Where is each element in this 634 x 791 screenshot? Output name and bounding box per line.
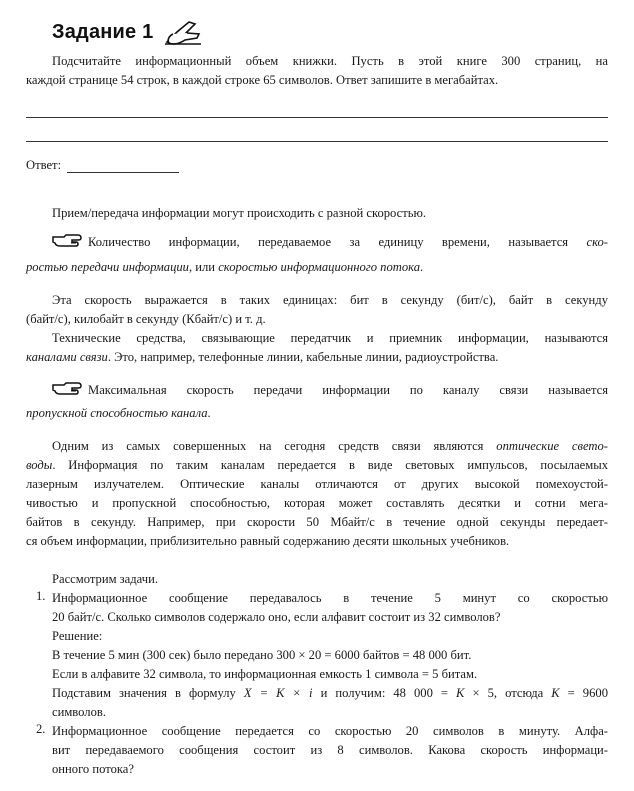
definition-text: .	[207, 406, 211, 420]
problem-line: Информационное сообщение передается со скоростью 20 символов в минуту. Алфа-	[52, 724, 608, 738]
tasks-intro: Рассмотрим задачи.	[52, 572, 158, 586]
problem-line: онного потока?	[52, 762, 134, 776]
units-line: Эта скорость выражается в таких единицах: бит в секунду (бит/с), байт в секунду	[52, 293, 608, 307]
solution-line: × 5, отсюда	[464, 686, 552, 700]
definition-text: .	[420, 260, 424, 274]
answer-label: Ответ:	[26, 158, 62, 172]
page-title: Задание 1	[52, 20, 154, 43]
solution-line: Если в алфавите 32 символа, то информационная емкость 1 символа = 5 битам.	[52, 667, 478, 681]
channels-line: . Это, например, телефонные линии, кабельные линии, радиоустройства.	[107, 350, 499, 364]
task-text-2	[26, 71, 608, 90]
term-flow: скоростью информационного потока	[218, 260, 421, 274]
task-heading	[52, 18, 203, 46]
formula-var: K	[456, 686, 465, 700]
problem-line: Информационное сообщение передавалось в течение 5 минут со скоростью	[52, 591, 608, 605]
problem-line: 20 байт/с. Сколько символов содержало оно, если алфавит состоит из 32 символов?	[52, 610, 501, 624]
term-bandwidth: пропускной способностью канала	[26, 406, 208, 420]
optics-paragraph	[52, 437, 608, 456]
definition-speed-2	[26, 258, 608, 277]
answer-blank	[67, 160, 179, 173]
definition-speed	[52, 233, 608, 255]
solution-line: Подставим значения в формулу	[52, 686, 244, 700]
optics-line: байтов в секунду. Например, при скорости 50 Мбайт/с в течение одной секунды передает-	[26, 515, 608, 529]
solution-line: символов.	[52, 705, 106, 719]
pointing-hand-icon	[52, 381, 82, 403]
channels-paragraph-2	[26, 348, 608, 367]
optics-line: ся объем информации, приблизительно равный содержанию десяти школьных учебников.	[26, 534, 510, 548]
answer-field	[26, 158, 179, 173]
solution-line: В течение 5 мин (300 сек) было передано 300 × 20 = 6000 байтов = 48 000 бит.	[52, 648, 472, 662]
term-speed-cont: ростью передачи информации	[26, 260, 189, 274]
optics-line: чивостью и пропускной способностью, которая может составлять десятки и сотни мега-	[26, 496, 608, 510]
problem-1	[52, 589, 608, 722]
units-line: (байт/с), килобайт в секунду (Кбайт/с) и т. д.	[26, 312, 266, 326]
problem-2	[52, 722, 608, 779]
problem-number: 1.	[36, 589, 46, 603]
definition-bandwidth	[52, 381, 608, 403]
term-channels: каналами связи	[26, 350, 108, 364]
intro-paragraph: Прием/передача информации могут происходить с разной скоростью.	[52, 206, 427, 220]
formula-var: K	[551, 686, 560, 700]
solution-line: и получим: 48 000 =	[312, 686, 457, 700]
optics-paragraph-2	[26, 456, 608, 551]
task-line: каждой странице 54 строк, в каждой строке 65 символов. Ответ запишите в мегабайтах.	[26, 73, 499, 87]
units-paragraph	[52, 291, 608, 310]
formula: X = K × i	[243, 686, 313, 700]
optics-line: лазерным излучателем. Оптические каналы отличаются от других высокой помехоустой-	[26, 477, 608, 491]
task-line: Подсчитайте информационный объем книжки. Пусть в этой книге 300 страниц, на	[52, 54, 608, 68]
definition-text: Количество информации, передаваемое за единицу времени, называется	[88, 235, 587, 249]
channels-paragraph	[52, 329, 608, 348]
answer-line	[26, 117, 608, 118]
task-text	[52, 52, 608, 71]
units-paragraph-2	[26, 310, 608, 329]
writing-hand-icon	[163, 18, 203, 46]
definition-text: , или	[188, 260, 219, 274]
problem-number: 2.	[36, 722, 46, 736]
pointing-hand-icon	[52, 233, 82, 255]
term-speed: ско-	[586, 235, 608, 249]
optics-line: . Информация по таким каналам передается в виде световых импульсов, посылаемых	[52, 458, 608, 472]
answer-line	[26, 141, 608, 142]
term-optics: оптические свето-	[496, 439, 608, 453]
solution-label: Решение:	[52, 629, 103, 643]
definition-text: Максимальная скорость передачи информации по каналу связи называется	[88, 383, 608, 397]
optics-line: Одним из самых совершенных на сегодня средств связи являются	[52, 439, 497, 453]
problem-line: вит передаваемого сообщения состоит из 8 символов. Какова скорость информаци-	[52, 743, 608, 757]
channels-line: Технические средства, связывающие передатчик и приемник информации, называются	[52, 331, 608, 345]
term-optics-cont: воды	[26, 458, 53, 472]
solution-line: = 9600	[559, 686, 608, 700]
definition-bandwidth-2	[26, 404, 608, 423]
